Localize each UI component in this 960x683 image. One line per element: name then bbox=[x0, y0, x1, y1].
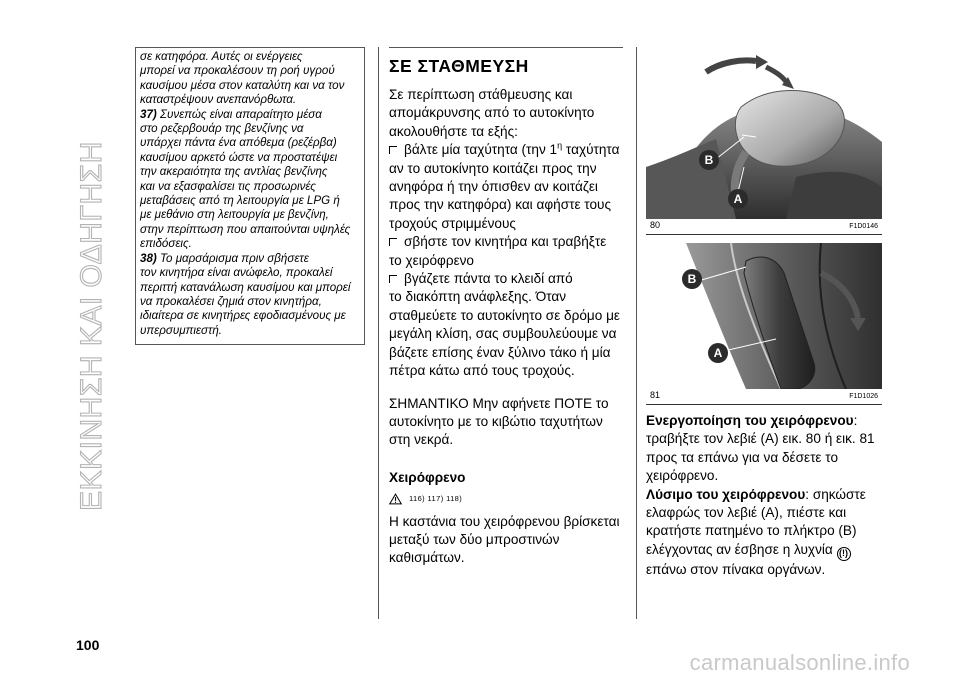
bullet-3-line: βάζετε επίσης έναν ξύλινο τάκο ή μία bbox=[389, 344, 611, 360]
notes-line: μπορεί να προκαλέσουν τη ροή υγρού bbox=[140, 64, 335, 78]
note-37-line: μεταβάσεις από τη λειτουργία με LPG ή bbox=[140, 194, 340, 208]
note-37-line: καυσίμου αρκετό ώστε να προστατέψει bbox=[140, 150, 338, 164]
handbrake-lever-raised-illustration bbox=[646, 243, 882, 389]
activation-colon: : bbox=[853, 413, 858, 428]
note-37-line: και να εξασφαλίσει τις προσωρινές bbox=[140, 179, 316, 193]
watermark: carmanualsonline.info bbox=[689, 650, 910, 675]
bullet-3-line: μεγάλη κλίση, σας συμβουλεύουμε να bbox=[389, 326, 617, 342]
activation-text: χειρόφρενο. bbox=[646, 468, 719, 484]
handbrake-line: μεταξύ των δύο μπροστινών bbox=[389, 531, 560, 547]
notes-line: καταστρέψουν ανεπανόρθωτα. bbox=[140, 93, 297, 107]
note-38-text: Το μαρσάρισμα πριν σβήσετε bbox=[160, 251, 309, 265]
chapter-title-text: ΕΚΚΙΝΗΣΗ ΚΑΙ ΟΔΗΓΗΣΗ bbox=[75, 141, 108, 511]
warning-refs bbox=[389, 490, 625, 508]
note-37-line: με μεθάνιο στη λειτουργία με βενζίνη, bbox=[140, 208, 329, 222]
bullet-1-line: τροχούς στριμμένους bbox=[389, 215, 516, 231]
note-37-number: 37) bbox=[140, 107, 157, 121]
note-38-line: ιδιαίτερα σε κινητήρες εφοδιασμένους με bbox=[140, 309, 346, 323]
activation-text: τραβήξτε τον λεβιέ (A) εικ. 80 ή εικ. 81 bbox=[646, 431, 875, 447]
spacer bbox=[389, 381, 625, 395]
callout-b-label: B bbox=[704, 153, 714, 167]
intro-line: Σε περίπτωση στάθμευσης και bbox=[389, 87, 573, 102]
note-38-line: υπερσυμπιεστή. bbox=[140, 323, 223, 337]
section-rule bbox=[389, 47, 623, 48]
bullet-2-text: σβήστε τον κινητήρα και τραβήξτε bbox=[404, 234, 607, 250]
lamp-text: ελέγχοντας αν έσβησε η λυχνία bbox=[646, 541, 833, 557]
bullet-3-text: βγάζετε πάντα το κλειδί από bbox=[404, 271, 573, 287]
release-heading: Λύσιμο του χειρόφρενου bbox=[646, 486, 806, 502]
warning-triangle-icon bbox=[389, 493, 402, 505]
important-line: αυτοκίνητο με το κιβώτιο ταχυτήτων bbox=[389, 413, 603, 429]
activation-text: προς τα επάνω για να δέσετε το bbox=[646, 449, 839, 465]
activation-heading: Ενεργοποίηση του χειρόφρενου bbox=[646, 413, 854, 428]
activation-line bbox=[646, 412, 882, 430]
release-text: κρατήστε πατημένο το πλήκτρο (B) bbox=[646, 523, 857, 539]
bullet-text bbox=[404, 141, 619, 159]
lamp-text-end: επάνω στον πίνακα οργάνων. bbox=[646, 561, 826, 577]
figure-number: 81 bbox=[650, 390, 661, 400]
notes-line: καυσίμου μέσα στον καταλύτη και να τον bbox=[140, 78, 345, 92]
bullet-1-text: βάλτε μία ταχύτητα (την 1 bbox=[404, 142, 558, 158]
figure-81 bbox=[646, 243, 882, 405]
bullet-icon bbox=[389, 275, 397, 283]
bullet-3-line: πέτρα κάτω από τους τροχούς. bbox=[389, 363, 575, 379]
note-37-line: υπάρχει πάντα ένα απόθεμα (ρεζέρβα) bbox=[140, 136, 337, 150]
note-37-text: Συνεπώς είναι απαραίτητο μέσα bbox=[160, 107, 322, 121]
column-divider bbox=[636, 47, 637, 619]
reference-numbers: 116) 117) 118) bbox=[409, 494, 463, 504]
note-38-first bbox=[140, 252, 360, 266]
note-37-first bbox=[140, 108, 360, 122]
note-37-line: στην περίπτωση που απαιτούνται υψηλές bbox=[140, 222, 351, 236]
release-text-start: : σηκώστε bbox=[805, 486, 866, 502]
parking-body bbox=[389, 86, 625, 568]
note-38-line: τον κινητήρα είναι ανώφελο, προκαλεί bbox=[140, 266, 333, 280]
note-38-line: περιττή κατανάλωση καυσίμου και μπορεί bbox=[140, 280, 351, 294]
page-number: 100 bbox=[76, 637, 100, 653]
note-37-line: την ακεραιότητα της αντλίας βενζίνης bbox=[140, 165, 328, 179]
parking-section bbox=[389, 47, 625, 568]
bullet-icon bbox=[389, 238, 397, 246]
lamp-line bbox=[646, 541, 882, 561]
figure-number: 80 bbox=[650, 220, 661, 230]
bullet-1-line: ανηφόρα ή την όπισθεν αν κοιτάζει bbox=[389, 179, 598, 195]
figure-80 bbox=[646, 47, 882, 235]
handbrake-instructions bbox=[646, 412, 882, 579]
superscript: η bbox=[557, 140, 563, 151]
bullet-icon bbox=[389, 146, 397, 154]
note-38-number: 38) bbox=[140, 251, 157, 265]
figure-code: F1D1026 bbox=[849, 393, 878, 400]
intro-line: ακολουθήστε τα εξής: bbox=[389, 123, 518, 139]
intro-line: απομάκρυνσης από το αυτοκίνητο bbox=[389, 105, 595, 121]
release-text: ελαφρώς τον λεβιέ (A), πιέστε και bbox=[646, 505, 847, 521]
handbrake-lever-illustration bbox=[646, 47, 882, 219]
handbrake-line: Η καστάνια του χειρόφρενου βρίσκεται bbox=[389, 513, 620, 529]
bullet-item bbox=[389, 233, 625, 251]
callout-b-label: B bbox=[687, 272, 697, 286]
chapter-title bbox=[62, 26, 122, 626]
note-38-line: να προκαλέσει ζημιά στον κινητήρα, bbox=[140, 294, 322, 308]
handbrake-line: καθισμάτων. bbox=[389, 550, 465, 566]
bullet-1-text-end: ταχύτητα bbox=[562, 142, 620, 158]
bullet-3-line: το διακόπτη ανάφλεξης. Όταν bbox=[389, 289, 567, 305]
column-divider bbox=[378, 47, 379, 619]
handbrake-heading: Χειρόφρενο bbox=[389, 469, 466, 485]
callout-a-label: A bbox=[733, 192, 743, 206]
bullet-1-line: αν το αυτοκίνητο κοιτάζει προς την bbox=[389, 160, 597, 176]
notes-line: σε κατηφόρα. Αυτές οι ενέργειες bbox=[140, 50, 303, 63]
important-line: στη νεκρά. bbox=[389, 432, 454, 448]
bullet-2-line: το χειρόφρενο bbox=[389, 252, 474, 268]
bullet-item bbox=[389, 141, 625, 159]
figure-code: F1D0146 bbox=[849, 223, 878, 230]
callout-a-label: A bbox=[713, 346, 723, 360]
bullet-item bbox=[389, 270, 625, 288]
bullet-3-line: σταθμεύετε το αυτοκίνητο σε δρόμο με bbox=[389, 307, 620, 323]
notes-text bbox=[136, 48, 364, 338]
section-title: ΣΕ ΣΤΑΘΜΕΥΣΗ bbox=[389, 56, 529, 76]
bullet-1-line: προς την κατηφόρα) και αφήστε τους bbox=[389, 197, 612, 213]
notes-box bbox=[135, 47, 365, 345]
brake-warning-lamp-icon: (!) bbox=[837, 547, 851, 561]
release-line bbox=[646, 486, 882, 504]
note-37-line: στο ρεζερβουάρ της βενζίνης να bbox=[140, 122, 304, 136]
note-37-line: επιδόσεις. bbox=[140, 237, 192, 251]
handbrake-section bbox=[646, 47, 882, 579]
important-line: ΣΗΜΑΝΤΙΚΟ Μην αφήνετε ΠΟΤΕ το bbox=[389, 395, 609, 411]
